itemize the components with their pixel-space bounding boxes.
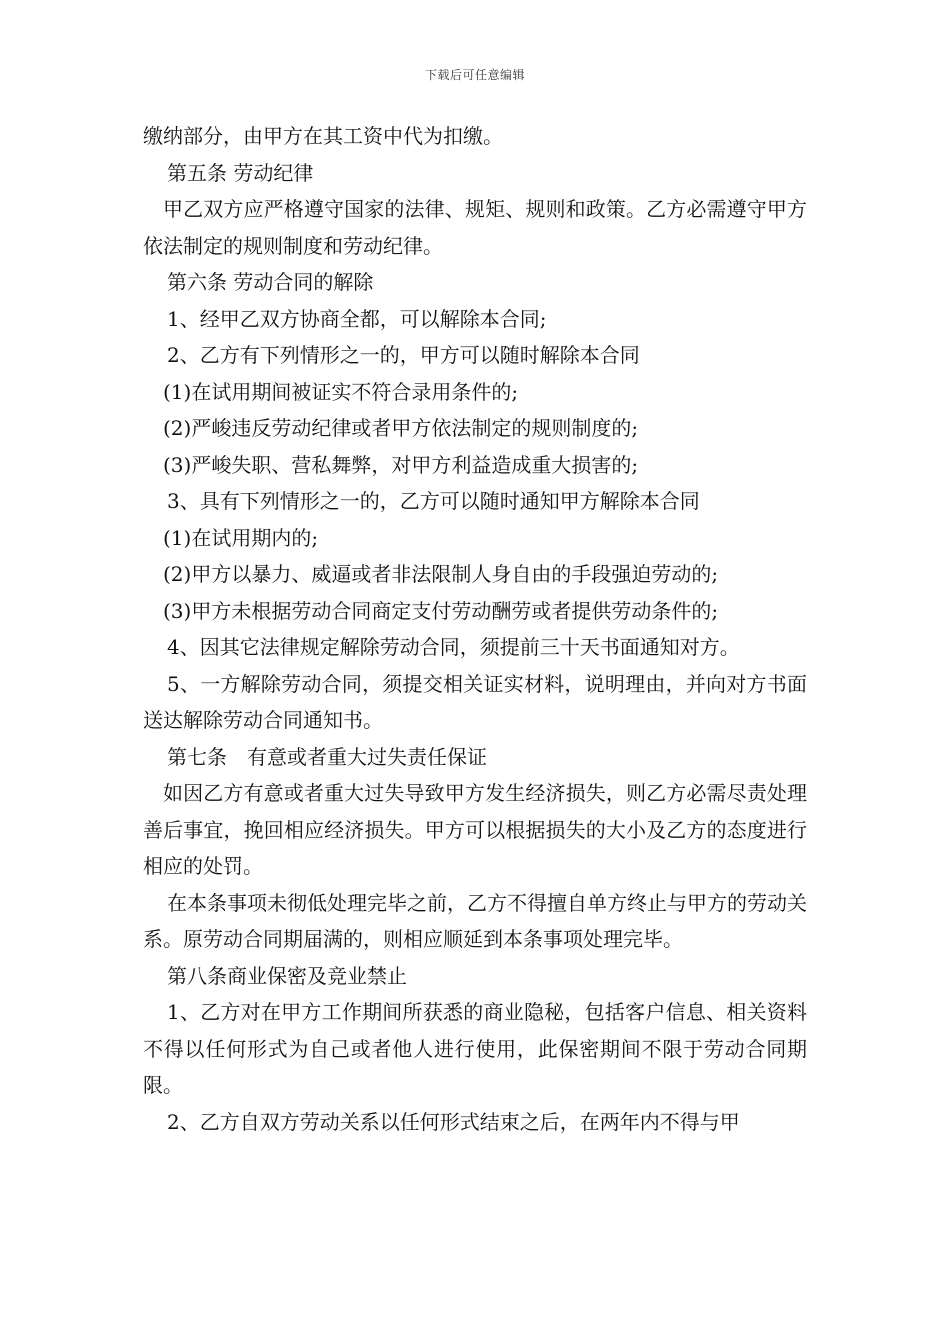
article-6-item-2: 2、乙方有下列情形之一的，甲方可以随时解除本合同	[167, 343, 640, 367]
document-body	[143, 118, 807, 1140]
article-8-heading: 第八条商业保密及竞业禁止	[167, 963, 407, 988]
article-6-item-5: 5、一方解除劳动合同，须提交相关证实材料，说明理由，并向对方书面送达解除劳动合同通知书。	[143, 671, 807, 732]
article-6-item-2-sub-1: (1)在试用期间被证实不符合录用条件的;	[163, 379, 519, 404]
article-5-heading: 第五条 劳动纪律	[167, 160, 314, 185]
page-header: 下载后可任意编辑	[424, 68, 525, 82]
article-8-item-1: 1、乙方对在甲方工作期间所获悉的商业隐秘，包括客户信息、相关资料不得以任何形式为自己或者他人进行使用，此保密期间不限于劳动合同期限。	[143, 1000, 807, 1097]
article-6-item-3-sub-3: (3)甲方未根据劳动合同商定支付劳动酬劳或者提供劳动条件的;	[163, 598, 719, 623]
article-6-item-3-sub-2: (2)甲方以暴力、威逼或者非法限制人身自由的手段强迫劳动的;	[163, 562, 719, 586]
article-6-heading: 第六条 劳动合同的解除	[167, 270, 374, 294]
article-6-item-3-sub-1: (1)在试用期内的;	[163, 525, 319, 550]
article-6-item-2-sub-2: (2)严峻违反劳动纪律或者甲方依法制定的规则制度的;	[163, 416, 639, 440]
article-7-text-1: 如因乙方有意或者重大过失导致甲方发生经济损失，则乙方必需尽责处理善后事宜，挽回相应经济损失。甲方可以根据损失的大小及乙方的态度进行相应的处罚。	[143, 781, 807, 878]
article-5-text: 甲乙双方应严格遵守国家的法律、规矩、规则和政策。乙方必需遵守甲方依法制定的规则制度和劳动纪律。	[143, 197, 807, 258]
article-6-item-2-sub-3: (3)严峻失职、营私舞弊，对甲方利益造成重大损害的;	[163, 452, 639, 477]
paragraph-continuation: 缴纳部分，由甲方在其工资中代为扣缴。	[143, 124, 503, 148]
article-7-text-2: 在本条事项未彻低处理完毕之前，乙方不得擅自单方终止与甲方的劳动关系。原劳动合同期届满的，则相应顺延到本条事项处理完毕。	[143, 890, 807, 951]
article-8-item-2: 2、乙方自双方劳动关系以任何形式结束之后，在两年内不得与甲	[167, 1109, 740, 1134]
article-6-item-1: 1、经甲乙双方协商全都，可以解除本合同;	[167, 306, 547, 331]
article-6-item-4: 4、因其它法律规定解除劳动合同，须提前三十天书面通知对方。	[167, 635, 740, 659]
article-7-heading: 第七条 有意或者重大过失责任保证	[167, 744, 487, 769]
article-6-item-3: 3、具有下列情形之一的，乙方可以随时通知甲方解除本合同	[167, 489, 700, 513]
